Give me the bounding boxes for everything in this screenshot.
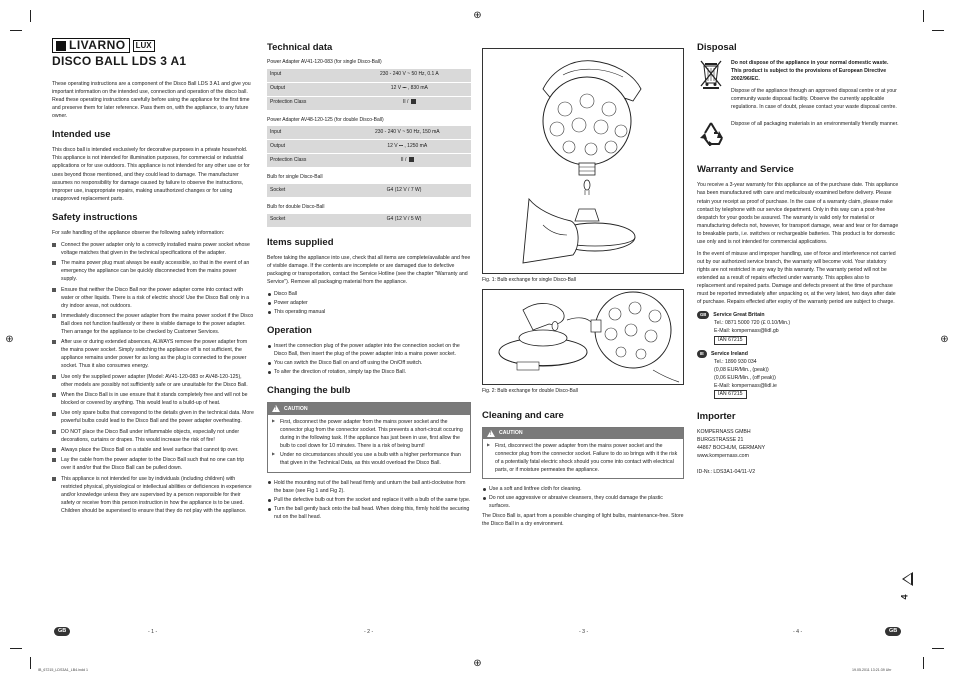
list-item: Disco Ball — [267, 290, 471, 298]
importer-line: KOMPERNASS GMBH — [697, 428, 751, 435]
table-cell: 12 V ⎓ , 1250 mA — [344, 140, 471, 154]
table-cell: Socket — [267, 184, 337, 198]
safety-lead: For safe handling of the appliance observe the following safety information: — [52, 229, 225, 236]
list-item: Use only the supplied power adapter (Model: AV41-120-083 or AV48-120-125), other models are possibly not sufficiently safe or are unsuitable for the Disco Ball. — [52, 373, 254, 389]
importer-line: BURGSTRASSE 21 — [697, 436, 744, 443]
table-cell: Input — [267, 126, 344, 140]
bulb2-caption: Bulb for double Disco-Ball — [267, 204, 325, 210]
language-badge: GB — [54, 627, 70, 636]
service-title: Service Ireland — [710, 350, 748, 357]
crossed-bin-icon — [697, 59, 725, 89]
print-slug: IB_67215_LDS3A1_LB4.indd 1 — [38, 668, 88, 672]
column-4 — [697, 38, 899, 476]
table-row — [267, 126, 471, 140]
list-item: Use a soft and lintfree cloth for cleaning. — [482, 485, 684, 493]
importer-id: ID-Nr.: LDS3A1-04/11-V2 — [697, 469, 756, 476]
list-item: When the Disco Ball is in use ensure that it stands completely free and will not be blocked or covered by anything. This would lead to a build-up of heat. — [52, 391, 254, 407]
table-row — [267, 69, 471, 83]
table-row — [267, 96, 471, 110]
table-cell — [344, 154, 471, 168]
technical-heading: Technical data — [267, 42, 333, 53]
list-item: Immediately disconnect the power adapter from the mains power socket if the Disco Ball does not function faultlessly or there is visible damage to the power adapter. Then arrange for the appliance to be checked by Customer Services. — [52, 312, 254, 336]
warranty-heading: Warranty and Service — [697, 164, 794, 176]
table-row — [267, 184, 471, 198]
figure-1-caption: Fig. 1: Bulb exchange for single Disco-Ball — [482, 277, 576, 283]
list-item: Pull the defective bulb out from the socket and replace it with a bulb of the same type. — [267, 496, 471, 504]
service-email: E-Mail: kompernass@lidl.gb — [714, 328, 779, 335]
items-supplied-text: Before taking the appliance into use, check that all items are complete/available and free of visible damage. If the contents are incomplete or are damaged due to defective packaging or transportation, contact the Service Hotline (see the chapter "Warranty and Service"). Remove all packaging material from the appliance. — [267, 254, 471, 285]
page-title: DISCO BALL LDS 3 A1 — [52, 54, 187, 68]
ian-badge: IAN 67215 — [714, 336, 747, 345]
country-badge: IE — [697, 350, 707, 358]
items-supplied-heading: Items supplied — [267, 236, 334, 248]
list-item: Lay the cable from the power adapter to the Disco Ball such that no one can trip over it and/or that the Disco Ball can be pulled down. — [52, 456, 254, 472]
table-cell: 230 - 240 V ~ 50 Hz, 0.1 A — [348, 69, 471, 83]
list-item: The mains power plug must always be easily accessible, so that in the event of an emergency the appliance can be quickly disconnected from the mains power supply. — [52, 259, 254, 283]
figure-1-illustration — [482, 48, 684, 274]
service-title: Service Great Britain — [713, 312, 765, 319]
warning-icon — [272, 405, 280, 412]
table-cell: G4 (12 V / 7 W) — [337, 184, 471, 198]
page-number: - 1 - — [148, 629, 158, 635]
column-2 — [267, 38, 471, 522]
service-rate: (0,06 EUR/Min., (off peak)) — [714, 374, 776, 381]
importer-line: 44867 BOCHUM, GERMANY — [697, 444, 766, 451]
caution-label: CAUTION — [284, 405, 308, 412]
side-page-number: 4 — [899, 594, 910, 600]
packaging-text: Dispose of all packaging materials in an environmentally friendly manner. — [731, 121, 899, 128]
protection-class-value: II / — [402, 99, 410, 106]
intended-use-text: This disco ball is intended exclusively for decorative purposes in a private household. This appliance is not intended for illumination purposes, for commercial or industrial applications or for use outdoors. This appliance is not intended for any other use or for uses beyond those mentioned, and they could lead to damage. The manufacturer assumes no responsibility for damage caused by failure to observe the instructions, improper use, inappropriate repairs, making unauthorized changes or for using unapproved replacement parts. — [52, 147, 250, 202]
figure-2-caption: Fig. 2: Bulb exchange for double Disco-Ball — [482, 387, 578, 394]
adapter1-table — [267, 69, 471, 111]
page-number: - 3 - — [579, 629, 589, 635]
caution-label: CAUTION — [499, 430, 523, 436]
intro-text: These operating instructions are a component of the Disco Ball LDS 3 A1 and give you important information on the intended use, connection and operation of the disco ball. Read these operating instructions carefully before using the appliance for the first time and preserve them for later reference. Pass them on, with the appliance, to any future owner. — [52, 81, 251, 120]
cleaning-heading: Cleaning and care — [482, 409, 564, 421]
page-marker-icon — [902, 572, 913, 586]
column-3 — [482, 48, 684, 532]
list-item: You can switch the Disco Ball on and off using the On/Off switch. — [267, 359, 471, 367]
list-item: Do not use aggressive or abrasive cleansers, they could damage the plastic surfaces. — [482, 494, 684, 510]
disposal-heading: Disposal — [697, 42, 737, 53]
table-cell: 12 V ⎓ , 830 mA — [348, 82, 471, 96]
adapter2-table — [267, 126, 471, 168]
table-cell: 230 - 240 V ~ 50 Hz, 150 mA — [344, 126, 471, 140]
bulb1-table — [267, 184, 471, 198]
service-ie — [697, 350, 899, 399]
table-cell: Protection Class — [267, 96, 348, 110]
table-row — [267, 154, 471, 168]
list-item: Turn the ball gently back onto the ball head. When doing this, firmly hold the securing nut on the ball head. — [267, 505, 471, 521]
items-supplied-list — [267, 290, 471, 316]
table-cell: Protection Class — [267, 154, 344, 168]
brand-suffix: LUX — [133, 40, 155, 52]
weee-text: Dispose of the appliance through an approved disposal centre or at your community waste disposal facility. Observe the currently applicable regulations. In case of doubt, please contact your waste disposal centre. — [731, 88, 897, 111]
caution-item: ▶ First, disconnect the power adapter from the mains power socket and the connector plug from the connector socket. Failure to do so brings with it the risk of a potentially fatal electric shock should you come into contact with electrical parts, or if moisture permeates the appliance. — [487, 442, 679, 474]
table-cell: G4 (12 V / 5 W) — [337, 214, 471, 228]
caution-box — [267, 402, 471, 472]
table-cell: Input — [267, 69, 348, 83]
caution-item: ▶ First, disconnect the power adapter from the mains power socket and the connector plug from the connector socket. This prevents a short-circuit occuring during in the following task. If the appliance has just been in use, first allow the bulb to cool down for 10 minutes. There is a risk of being burnt! — [272, 418, 466, 450]
list-item: DO NOT place the Disco Ball under inflammable objects, especially not under decorations, curtains or drapes. This would increase the risk of fire! — [52, 428, 254, 444]
list-item: To alter the direction of rotation, simply tap the Disco Ball. — [267, 368, 471, 376]
warranty-text-2: In the event of misuse and improper handling, use of force and interference not carried out by our authorized service branch, the warranty will become void. Your statutory rights are not restricted in any way by this warranty. The warranty period will not be extended as a result of repairs effected under warranty. This applies also to replacement and repaired parts. Damage and defects present at the time of purchase must be reported immediately after unpacking or, at the very latest, two days after date of purchase. Repairs effected after expiry of the warranty period are subject to charge. — [697, 250, 896, 306]
list-item: Connect the power adapter only to a correctly installed mains power socket whose voltage matches that given in the technical specifications of the adapter. — [52, 241, 254, 257]
caution-box — [482, 427, 684, 480]
weee-warning: Do not dispose of the appliance in your normal domestic waste. This product is subject to the provisions of European Directive 2002/96/EC. — [731, 60, 889, 83]
list-item: Use only spare bulbs that correspond to the details given in the technical data. More powerful bulbs could lead to the Disco Ball and the power adapter overheating. — [52, 409, 254, 425]
protection-class-value: II / — [400, 156, 408, 163]
figure-2-illustration — [482, 289, 684, 385]
class-ii-icon — [409, 157, 414, 162]
service-phone: Tel.: 1890 930 034 — [714, 358, 757, 365]
adapter1-caption: Power Adapter AV41-120-083 (for single Disco-Ball) — [267, 59, 382, 65]
intended-use-heading: Intended use — [52, 129, 111, 141]
packaging-row — [697, 120, 899, 150]
importer-line: www.kompernass.com — [697, 453, 749, 459]
list-item: Insert the connection plug of the power adapter into the connection socket on the Disco Ball, then insert the plug of the power adapter into a mains power socket. — [267, 342, 471, 358]
service-phone: Tel.: 0871 5000 720 (£ 0.10/Min.) — [714, 320, 791, 327]
service-email: E-Mail: kompernass@lidl.ie — [714, 382, 777, 389]
operation-list — [267, 342, 471, 376]
list-item: After use or during extended absences, ALWAYS remove the power adapter from the mains power socket. Simply switching the appliance off is not sufficient, the appliance remains under power for as long as the plug is connected to the power socket. Thus it also consumes energy. — [52, 338, 254, 370]
service-rate: (0,08 EUR/Min., (peak)) — [714, 366, 769, 373]
cleaning-text: The Disco Ball is, apart from a possible changing of light bulbs, maintenance-free. Store the Disco Ball in a dry environment. — [482, 512, 684, 527]
safety-list — [52, 241, 254, 515]
importer-heading: Importer — [697, 410, 736, 422]
table-cell — [348, 96, 471, 110]
print-timestamp: 19.05.2011 13:21:39 Uhr — [852, 668, 892, 672]
list-item: Power adapter — [267, 299, 471, 307]
list-item: This operating manual — [267, 308, 471, 316]
warranty-text-1: You receive a 3-year warranty for this appliance as of the purchase date. This appliance has been manufactured with care and meticulously examined before delivery. Please retain your receipt as proof of purchase. In the case of a warranty claim, please make contact by telephone with our service department. Only in this way can a post-free despatch for your goods be assured. The warranty is valid only for material or manufacturing defects not, however, for transport damage, wear and tear or for damage to breakable parts, i.e. switches or rechargeable batteries. This product is for domestic use only and is not intended for commercial applications. — [697, 182, 899, 245]
list-item: Ensure that neither the Disco Ball nor the power adapter come into contact with water or other liquids. There is a risk of electric shock! Use the Disco Ball only in a dry indoor areas, not outdoors. — [52, 286, 254, 310]
class-ii-icon — [411, 99, 416, 104]
operation-heading: Operation — [267, 325, 312, 337]
table-cell: Output — [267, 82, 348, 96]
service-gb — [697, 311, 899, 344]
brand-mark-icon — [56, 41, 66, 51]
country-badge: GB — [697, 311, 709, 319]
safety-heading: Safety instructions — [52, 211, 138, 223]
warning-icon — [487, 430, 495, 437]
brand-logo — [52, 38, 254, 53]
cleaning-list — [482, 485, 684, 510]
table-row — [267, 140, 471, 154]
changing-bulb-heading: Changing the bulb — [267, 385, 351, 397]
table-row — [267, 214, 471, 228]
bulb1-caption: Bulb for single Disco-Ball — [267, 174, 323, 181]
page-number: - 2 - — [364, 629, 374, 635]
table-row — [267, 82, 471, 96]
list-item: Hold the mounting nut of the ball head firmly and unturn the ball anti-clockwise from the base (see Fig 1 and Fig 2). — [267, 479, 471, 495]
recycle-icon — [697, 120, 725, 150]
double-disco-ball-drawing — [483, 290, 683, 384]
page-number: - 4 - — [793, 629, 803, 635]
brand-name: LIVARNO — [69, 38, 126, 52]
column-1 — [52, 38, 254, 517]
table-cell: Output — [267, 140, 344, 154]
weee-row — [697, 59, 899, 115]
changing-bulb-steps — [267, 479, 471, 521]
single-disco-ball-drawing — [483, 49, 683, 273]
ian-badge: IAN 67215 — [714, 390, 747, 399]
caution-item: ▶ Under no circumstances should you use a bulb with a higher performance than that given in the Technical Data, as this would overload the Disco Ball. — [272, 451, 466, 467]
bulb2-table — [267, 214, 471, 228]
adapter2-caption: Power Adapter AV48-120-125 (for double Disco-Ball) — [267, 116, 384, 123]
list-item: This appliance is not intended for use by individuals (including children) with restricted physical, physiological or intellectual abilities or deficiences in experience and/or knowledge unless they are supervised by a person responsible for their safety or receive from this person instruction in how the appliance is to be used. Children should be supervised to ensure that they do not play with the appliance. — [52, 475, 254, 515]
language-badge: GB — [885, 627, 901, 636]
table-cell: Socket — [267, 214, 337, 228]
list-item: Always place the Disco Ball on a stable and level surface that cannot tip over. — [52, 446, 254, 454]
